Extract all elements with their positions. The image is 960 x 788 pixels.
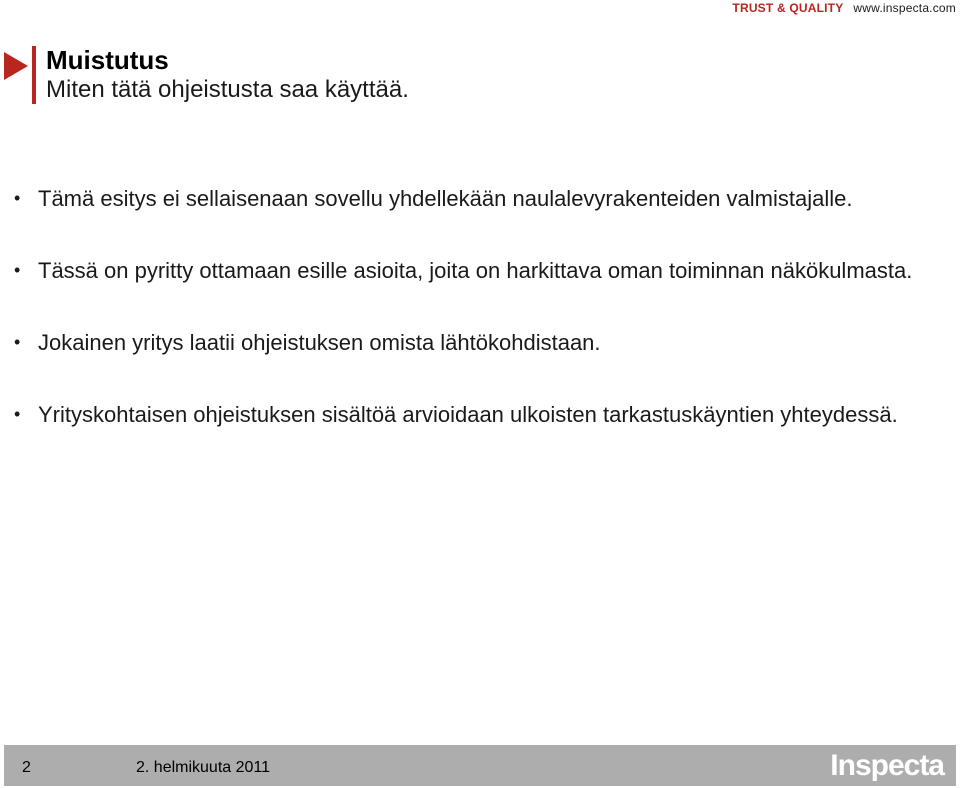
brand-tagline: TRUST & QUALITY — [732, 1, 844, 15]
title-arrow-icon — [4, 52, 28, 80]
title-accent-bar — [32, 46, 36, 104]
page-title: Muistutus — [46, 45, 169, 75]
bullet-text: Jokainen yritys laatii ohjeistuksen omista lähtökohdistaan. — [38, 330, 601, 355]
footer-date: 2. helmikuuta 2011 — [136, 759, 271, 776]
bullet-text: Yrityskohtaisen ohjeistuksen sisältöä arvioidaan ulkoisten tarkastuskäyntien yhteydessä. — [38, 402, 898, 427]
header-brand — [732, 0, 956, 16]
list-item — [14, 255, 914, 286]
bullet-icon: • — [14, 188, 21, 208]
bullet-icon: • — [14, 404, 21, 424]
bullet-icon: • — [14, 332, 21, 352]
brand-url[interactable]: www.inspecta.com — [853, 1, 956, 15]
page-number: 2 — [22, 759, 31, 776]
footer-bar — [4, 745, 956, 786]
bullet-list — [14, 183, 914, 430]
bullet-text: Tämä esitys ei sellaisenaan sovellu yhdellekään naulalevyrakenteiden valmistajalle. — [38, 186, 853, 211]
slide-title — [46, 44, 409, 104]
bullet-text: Tässä on pyritty ottamaan esille asioita, joita on harkittava oman toiminnan näkökulmasta. — [38, 258, 913, 283]
bullet-icon: • — [14, 260, 21, 280]
list-item — [14, 183, 914, 214]
page-subtitle: Miten tätä ohjeistusta saa käyttää. — [46, 76, 409, 103]
list-item — [14, 399, 914, 430]
inspecta-logo: Inspecta — [830, 749, 944, 782]
list-item — [14, 327, 914, 358]
